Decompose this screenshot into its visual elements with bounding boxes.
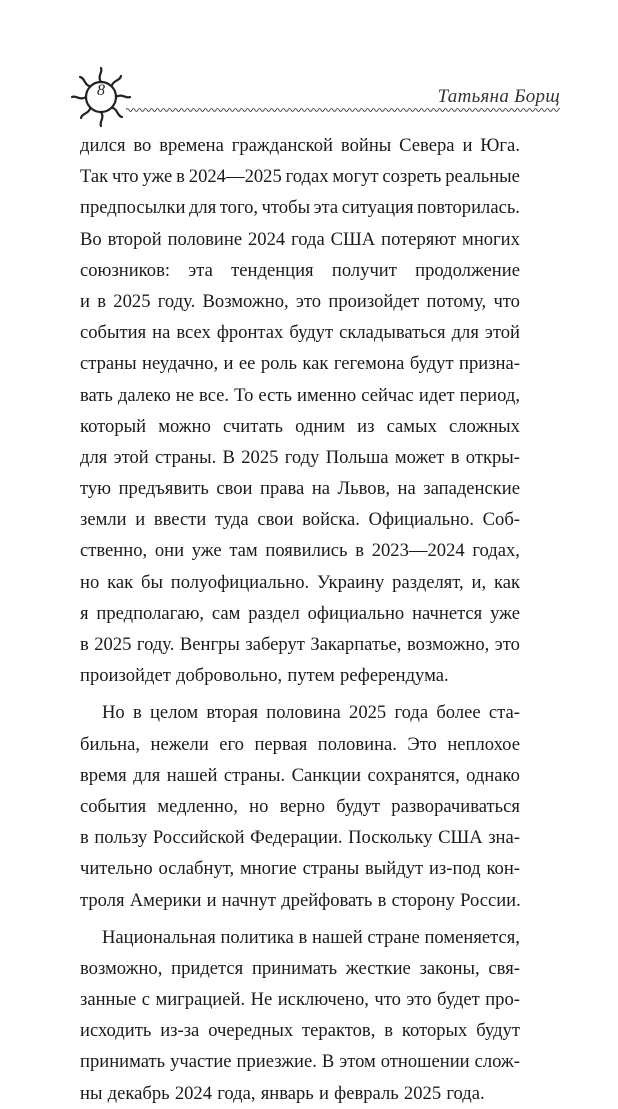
text-line: исходить из-за очередных терактов, в которых будут (80, 1020, 520, 1042)
paragraph (80, 697, 520, 915)
text-line: и в 2025 году. Возможно, это произойдет потому, что (80, 290, 520, 312)
text-line: страны неудачно, и ее роль как гегемона будут призна- (80, 353, 520, 375)
text-line: в 2025 году. Венгры заберут Закарпатье, возможно, это (80, 634, 520, 655)
text-line: бильна, нежели его первая половина. Это неплохое (80, 733, 520, 755)
text-line: Но в целом вторая половина 2025 года более ста- (102, 702, 520, 724)
text-line: Национальная политика в нашей стране поменяется, (102, 926, 520, 948)
page-number: 8 (97, 82, 105, 99)
text-line: земли и ввести туда свои войска. Официально. Соб- (80, 509, 520, 531)
text-line: предпосылки для того, чтобы эта ситуация повторилась. (80, 197, 520, 219)
body-text (80, 130, 520, 1109)
running-title: Татьяна Борщ (437, 86, 560, 107)
text-line: союзников: эта тенденция получит продолжение (80, 259, 520, 281)
text-line: чительно ослабнут, многие страны выйдут из-под кон- (80, 858, 520, 880)
text-line: принимать участие приезжие. В этом отношении слож- (80, 1051, 520, 1073)
page-header (70, 66, 560, 126)
text-line: я предполагаю, сам раздел официально начнется уже (80, 602, 520, 624)
text-line: вать далеко не все. То есть именно сейчас идет период, (80, 384, 520, 406)
text-line: время для нашей страны. Санкции сохранятся, однако (80, 764, 520, 786)
text-line: события медленно, но верно будут разворачиваться (80, 795, 520, 817)
text-line: ны декабрь 2024 года, январь и февраль 2025 года. (80, 1082, 485, 1104)
paragraph (80, 922, 520, 1109)
text-line: который можно считать одним из самых сложных (80, 415, 520, 437)
text-line: но как бы полуофициально. Украину разделят, и, как (80, 571, 520, 593)
text-line: Во второй половине 2024 года США потеряют многих (80, 228, 520, 250)
text-line: ственно, они уже там появились в 2023—2024 годах, (80, 540, 520, 562)
text-line: в пользу Российской Федерации. Поскольку США зна- (80, 827, 520, 849)
text-line: возможно, придется принимать жесткие законы, свя- (80, 957, 520, 979)
text-line: троля Америки и начнут дрейфовать в сторону России. (80, 889, 521, 911)
text-line: для этой страны. В 2025 году Польша может в откры- (80, 446, 520, 468)
paragraph (80, 130, 520, 691)
text-line: занные с миграцией. Не исключено, что это будет про- (80, 989, 520, 1011)
text-line: Так что уже в 2024—2025 годах могут созреть реальные (80, 166, 520, 188)
text-line: произойдет добровольно, путем референдума. (80, 665, 449, 687)
text-line: события на всех фронтах будут складываться для этой (80, 322, 520, 344)
text-line: тую предъявить свои права на Львов, на западенские (80, 478, 520, 500)
text-line: дился во времена гражданской войны Севера и Юга. (80, 135, 520, 156)
